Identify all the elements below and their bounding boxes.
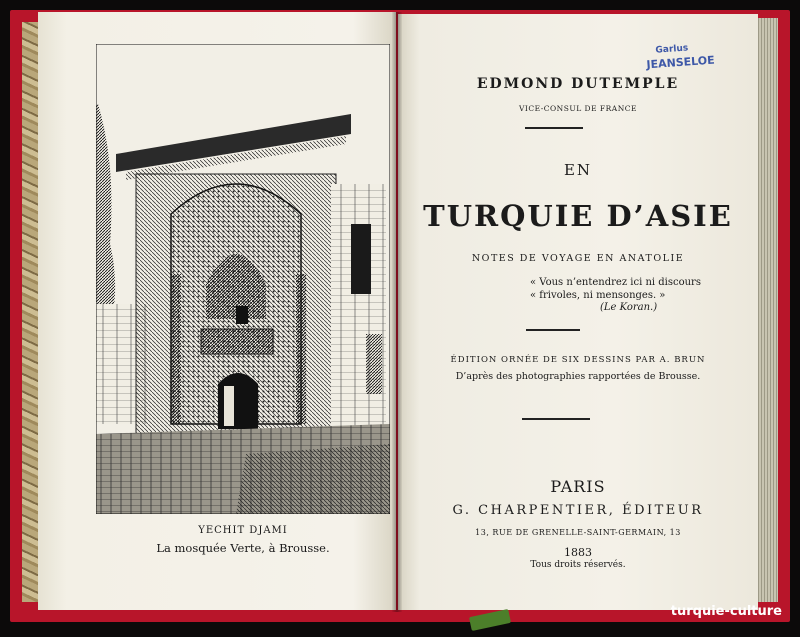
photos-note: D’après des photographies rapportées de Brousse. [455,371,701,382]
divider-rule [522,418,590,420]
rights-note: Tous droits réservés. [530,560,626,570]
edition-note: ÉDITION ORNÉE DE SIX DESSINS PAR A. BRUN [450,355,706,365]
watermark: turquie-culture [670,604,782,619]
stamp-line: Garlus [655,43,689,56]
epigraph-line: « frivoles, ni mensonges. » [530,289,666,301]
publication-city: PARIS [550,477,606,496]
book-subtitle: NOTES DE VOYAGE EN ANATOLIE [471,253,685,264]
ownership-stamp [645,42,715,72]
book-title: TURQUIE D’ASIE [423,199,733,233]
author-name: EDMOND DUTEMPLE [476,76,680,92]
divider-rule [525,127,583,129]
epigraph [530,277,710,315]
book-gutter [392,12,402,612]
plate-caption-subtitle: La mosquée Verte, à Brousse. [156,541,330,555]
publisher-address: 13, RUE DE GRENELLE-SAINT-GERMAIN, 13 [475,528,681,537]
mosque-engraving [96,44,390,514]
publication-year: 1883 [564,546,592,559]
title-prefix: EN [563,161,593,179]
epigraph-line: « Vous n’entendrez ici ni discours [530,277,701,288]
epigraph-source: (Le Koran.) [600,302,658,313]
divider-rule [526,329,580,331]
stamp-line: JEANSELOE [646,53,716,72]
page-edges [758,18,778,602]
publisher-name: G. CHARPENTIER, ÉDITEUR [452,503,704,518]
author-role: VICE-CONSUL DE FRANCE [519,104,637,113]
plate-caption-title: YECHIT DJAMI [198,525,288,536]
